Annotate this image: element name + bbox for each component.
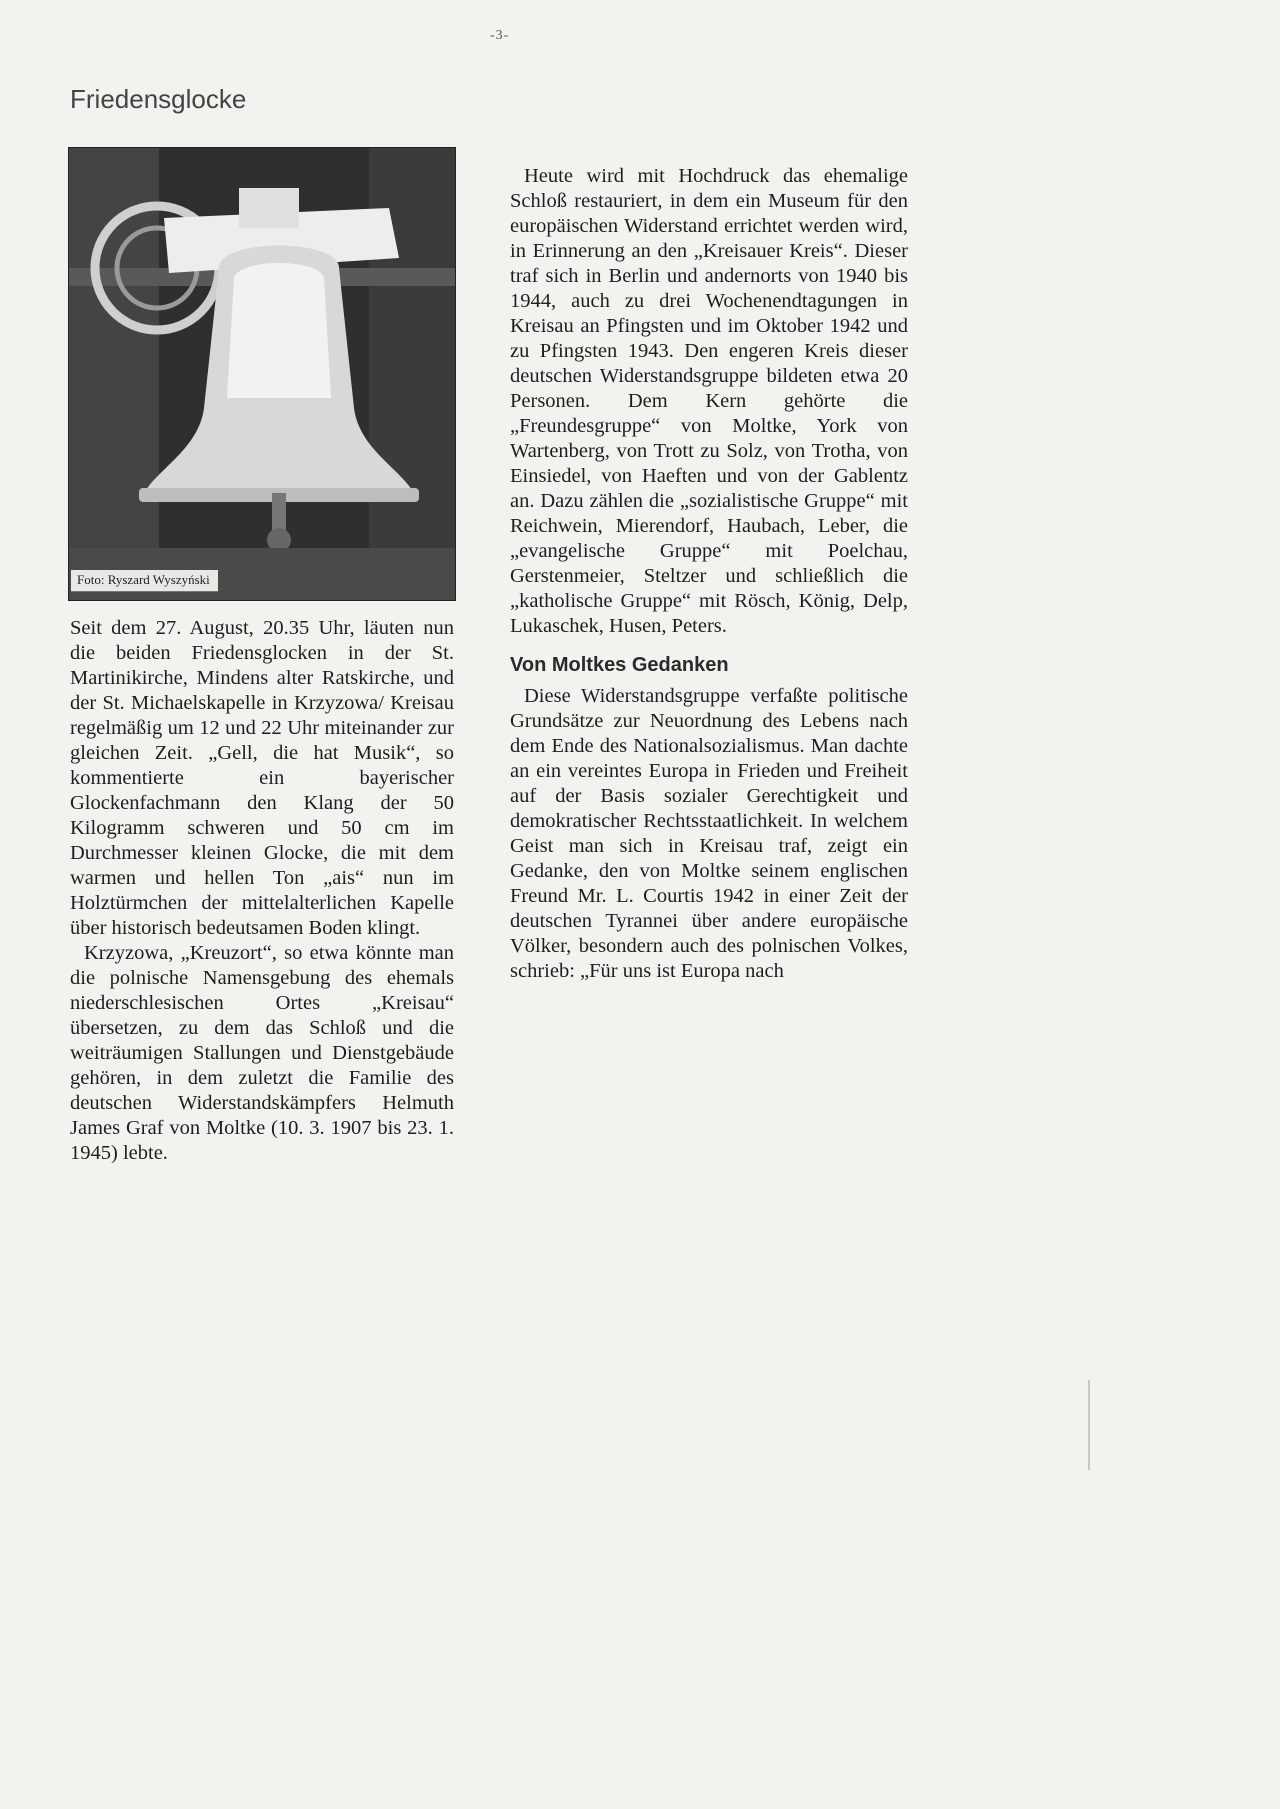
photo-credit: Foto: Ryszard Wyszyński [71,570,218,592]
article-headline: Friedensglocke [70,84,247,114]
scan-edge-mark [1088,1380,1090,1470]
article-paragraph: Diese Widerstandsgruppe verfaßte politische Grundsätze zur Neuordnung des Lebens nach dem Ende des Nationalsozialismus. Man dachte an ein vereintes Europa in Frieden und Freiheit auf der Basis sozialer Gerechtigkeit und demokratischer Rechtsstaatlichkeit. In welchem Geist man sich in Kreisau traf, zeigt ein Gedanke, den von Moltke seinem englischen Freund Mr. L. Courtis 1942 in einer Zeit der deutschen Tyrannei über andere europäische Völker, besondern auch des polnischen Volkes, schrieb: „Für uns ist Europa nach [510,685,908,982]
article-paragraph: Krzyzowa, „Kreuzort“, so etwa könnte man die polnische Namensgebung des ehemals niederschlesischen Ortes „Kreisau“ übersetzen, zu dem das Schloß und die weiträumigen Stallungen und Dienstgebäude gehören, in dem zuletzt die Familie des deutschen Widerstandskämpfers Helmuth James Graf von Moltke (10. 3. 1907 bis 23. 1. 1945) lebte. [70,942,454,1164]
article-subheading: Von Moltkes Gedanken [510,654,729,676]
bell-photo [68,147,456,601]
article-paragraph: Seit dem 27. August, 20.35 Uhr, läuten nun die beiden Friedensglocken in der St. Martinikirche, Mindens alter Ratskirche, und der St. Michaelskapelle in Krzyzowa/ Kreisau regelmäßig um 12 und 22 Uhr miteinander zur gleichen Zeit. „Gell, die hat Musik“, so kommentierte ein bayerischer Glockenfachmann den Klang der 50 Kilogramm schweren und 50 cm im Durchmesser kleinen Glocke, die mit dem warmen und hellen Ton „ais“ nun im Holztürmchen der mittelalterlichen Kapelle über historisch bedeutsamen Boden klingt. [70,617,454,939]
bell-icon [69,148,455,600]
article-column-left [70,616,454,1166]
article-paragraph: Heute wird mit Hochdruck das ehemalige Schloß restauriert, in dem ein Museum für den europäischen Widerstand errichtet werden wird, in Erinnerung an den „Kreisauer Kreis“. Dieser traf sich in Berlin und andernorts von 1940 bis 1944, auch zu drei Wochenendtagungen in Kreisau an Pfingsten und im Oktober 1942 und zu Pfingsten 1943. Den engeren Kreis dieser deutschen Widerstandsgruppe bildeten etwa 20 Personen. Dem Kern gehörte die „Freundesgruppe“ von Moltke, York von Wartenberg, von Trott zu Solz, von Trotha, von Einsiedel, von Haeften und von der Gablentz an. Dazu zählen die „sozialistische Gruppe“ mit Reichwein, Mierendorf, Haubach, Leber, die „evangelische Gruppe“ mit Poelchau, Gerstenmeier, Steltzer und schließlich die „katholische Gruppe“ mit Rösch, König, Delp, Lukaschek, Husen, Peters. [510,165,908,637]
article-column-right [510,164,908,984]
page-number: -3- [490,28,510,43]
